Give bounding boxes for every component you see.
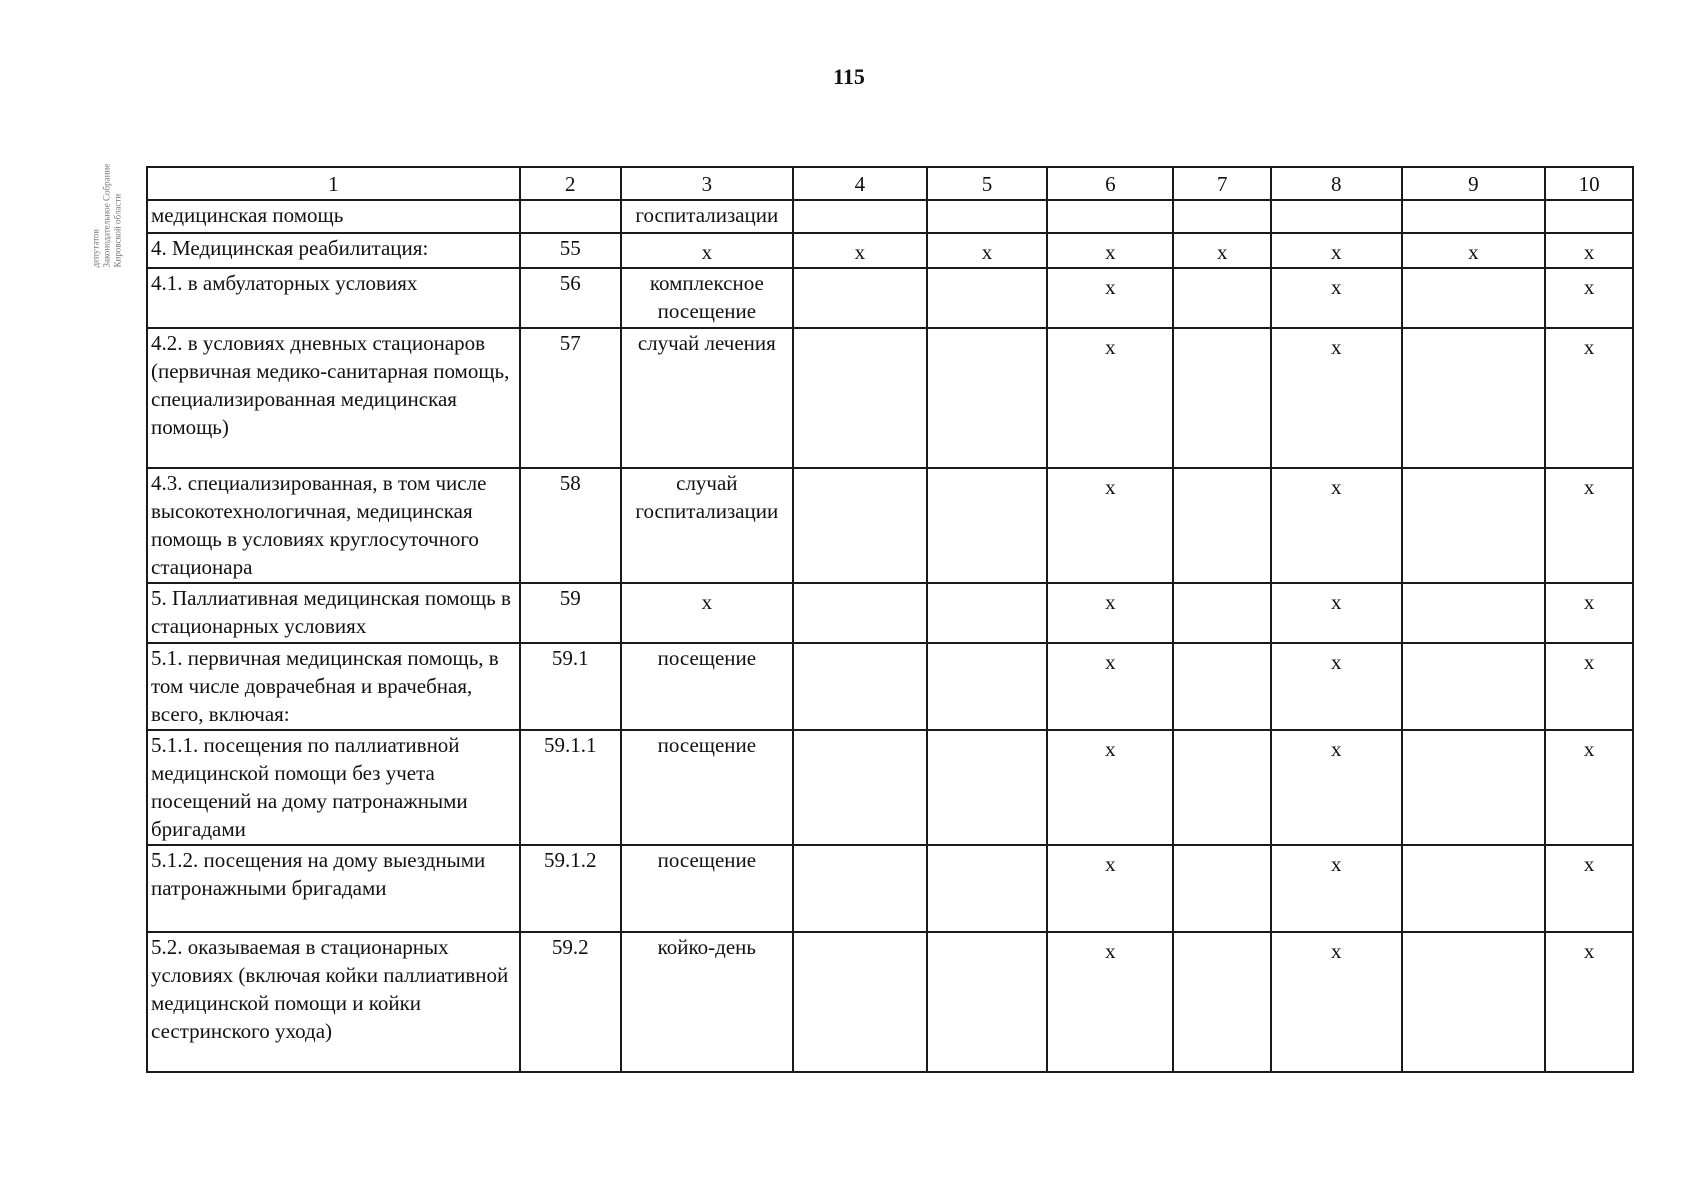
table-row [147,730,1633,845]
table-cell [1173,932,1271,1072]
table-cell [1047,730,1173,845]
table-cell [1402,730,1546,845]
table-cell: 57 [520,328,621,468]
cross-mark: х [1583,650,1595,674]
cross-mark: х [1105,275,1116,299]
column-header: 5 [927,167,1048,200]
table-cell [927,583,1048,643]
table-cell [1545,200,1633,233]
table-cell: госпитализации [621,200,793,233]
table-cell: 5.1.1. посещения по паллиативной медицинской помощи без учета посещений на дому патронажными бригадами [147,730,520,845]
table-cell: комплексное посещение [621,268,793,328]
cross-mark: х [1583,590,1595,614]
table-row [147,268,1633,328]
table-cell [1402,468,1546,583]
table-cell [1047,845,1173,932]
table-cell [793,200,927,233]
table-cell [1271,730,1402,845]
table-cell [1402,583,1546,643]
cross-mark: х [1331,650,1342,674]
table-cell [1545,328,1633,468]
cross-mark: х [1331,335,1342,359]
cross-mark: х [1583,939,1595,963]
table-cell [793,932,927,1072]
table-cell [621,583,793,643]
table-cell: 5.1.2. посещения на дому выездными патронажными бригадами [147,845,520,932]
table-cell [1173,730,1271,845]
table-cell [1545,468,1633,583]
table-cell: 5.2. оказываемая в стационарных условиях (включая койки паллиативной медицинской помощи и койки сестринского ухода) [147,932,520,1072]
table-cell [621,233,793,268]
table-cell [927,845,1048,932]
column-header: 6 [1047,167,1173,200]
table-cell: посещение [621,643,793,730]
table-cell [1545,643,1633,730]
cross-mark: х [1105,590,1116,614]
table-row [147,328,1633,468]
table-cell: 59.1 [520,643,621,730]
table-cell [1271,932,1402,1072]
table-cell [1402,268,1546,328]
margin-stamp [60,112,150,302]
cross-mark: х [1331,852,1342,876]
cross-mark: х [1105,650,1116,674]
table-cell: посещение [621,845,793,932]
table-cell [1173,268,1271,328]
table-cell [793,845,927,932]
table-row [147,643,1633,730]
table-cell: 59.1.2 [520,845,621,932]
table-cell [1047,643,1173,730]
cross-mark: х [981,240,993,264]
table-cell [793,328,927,468]
table-cell [1173,845,1271,932]
cross-mark: х [1105,737,1116,761]
table-row [147,233,1633,268]
table-cell [927,730,1048,845]
cross-mark: х [701,240,713,264]
column-header: 2 [520,167,621,200]
cross-mark: х [854,240,866,264]
table-cell [1173,328,1271,468]
cross-mark: х [1583,275,1595,299]
cross-mark: х [1105,852,1116,876]
table-cell [1271,468,1402,583]
table-cell: случай лечения [621,328,793,468]
column-header: 1 [147,167,520,200]
table-cell [1271,845,1402,932]
header-row [147,167,1633,200]
table-cell [793,233,927,268]
table-cell: случай госпитализации [621,468,793,583]
table-cell [1545,268,1633,328]
table-cell [793,643,927,730]
table-cell [520,200,621,233]
table-cell [1173,233,1271,268]
table-cell [1173,583,1271,643]
table-body [147,200,1633,1072]
table-cell: 59 [520,583,621,643]
table-cell: 4.1. в амбулаторных условиях [147,268,520,328]
table-cell [793,468,927,583]
table-cell: 4.2. в условиях дневных стационаров (первичная медико-санитарная помощь, специализированная медицинская помощь) [147,328,520,468]
table-cell: 59.2 [520,932,621,1072]
table-cell: 55 [520,233,621,268]
table-row [147,845,1633,932]
cross-mark: х [1583,475,1595,499]
table-cell [1047,583,1173,643]
cross-mark: х [1331,240,1342,264]
table-row [147,468,1633,583]
cross-mark: х [1331,939,1342,963]
table-cell [1402,845,1546,932]
table-cell [1271,200,1402,233]
table-cell [1545,932,1633,1072]
table-cell [1271,328,1402,468]
cross-mark: х [1105,335,1116,359]
table-cell: посещение [621,730,793,845]
table-cell [1173,200,1271,233]
table-cell [793,730,927,845]
data-table [146,166,1634,1073]
table-row [147,583,1633,643]
cross-mark: х [1331,737,1342,761]
table-cell [1271,583,1402,643]
table-cell [1173,468,1271,583]
table-cell [927,233,1048,268]
column-header: 7 [1173,167,1271,200]
table-cell [1545,845,1633,932]
page-number: 115 [833,64,865,89]
column-header: 3 [621,167,793,200]
table-cell: 4. Медицинская реабилитация: [147,233,520,268]
table-cell: 4.3. специализированная, в том числе высокотехнологичная, медицинская помощь в условиях круглосуточного стационара [147,468,520,583]
cross-mark: х [1331,275,1342,299]
cross-mark: х [1583,852,1595,876]
margin-stamp-text: депутатов Законодательное Собрание Кировской области [90,163,123,268]
table-cell [1271,643,1402,730]
table-cell [927,932,1048,1072]
table-cell [1545,233,1633,268]
table-cell [1402,932,1546,1072]
cross-mark: х [1583,240,1595,264]
table-row [147,200,1633,233]
table-cell [927,328,1048,468]
column-header: 4 [793,167,927,200]
column-header: 8 [1271,167,1402,200]
cross-mark: х [1331,475,1342,499]
cross-mark: х [1105,240,1116,264]
table-cell [927,468,1048,583]
cross-mark: х [1105,939,1116,963]
table-cell [1402,328,1546,468]
table-cell [1047,328,1173,468]
table-cell [1173,643,1271,730]
table-cell: 56 [520,268,621,328]
table-cell [793,268,927,328]
table-cell: 5.1. первичная медицинская помощь, в том числе доврачебная и врачебная, всего, включая: [147,643,520,730]
table-row [147,932,1633,1072]
cross-mark: х [1583,335,1595,359]
cross-mark: х [1331,590,1342,614]
table-cell [1271,268,1402,328]
cross-mark: х [701,590,713,614]
table-cell: 59.1.1 [520,730,621,845]
cross-mark: х [1105,475,1116,499]
cross-mark: х [1468,240,1479,264]
table-cell: 5. Паллиативная медицинская помощь в стационарных условиях [147,583,520,643]
table-cell [1402,643,1546,730]
table-cell [1545,730,1633,845]
table-cell [1047,932,1173,1072]
table-cell [1402,233,1546,268]
table-cell [927,200,1048,233]
table-cell [1047,268,1173,328]
table-cell [1047,233,1173,268]
table-cell [793,583,927,643]
table-cell [927,268,1048,328]
column-header: 10 [1545,167,1633,200]
table-cell [1271,233,1402,268]
table-cell [1402,200,1546,233]
table-cell: 58 [520,468,621,583]
table-cell: койко-день [621,932,793,1072]
table-cell: медицинская помощь [147,200,520,233]
column-header: 9 [1402,167,1546,200]
table-cell [1047,200,1173,233]
table-cell [927,643,1048,730]
table-cell [1545,583,1633,643]
table-cell [1047,468,1173,583]
cross-mark: х [1583,737,1595,761]
cross-mark: х [1216,240,1228,264]
